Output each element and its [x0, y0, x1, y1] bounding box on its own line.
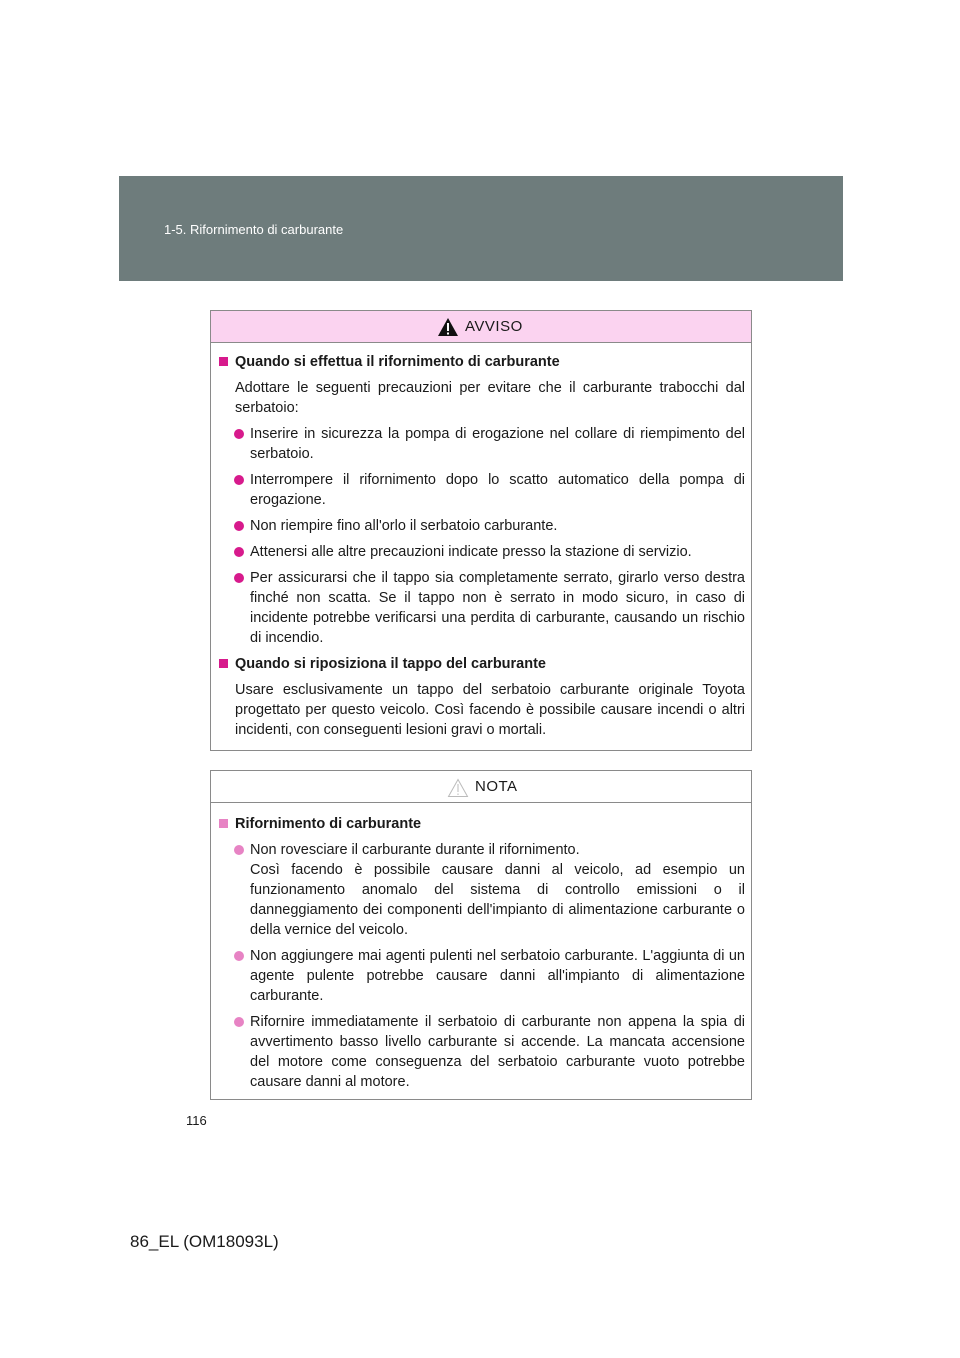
list-item: Per assicurarsi che il tappo sia completamente serrato, girarlo verso destra finché non scatta. Se il tappo non è serrato in modo sicuro, in caso di incidente potrebbe verificarsi una perdita di carburante, causando un rischio di incendio.	[217, 568, 745, 648]
circle-bullet-icon	[234, 951, 244, 961]
warning-box-title: AVVISO	[465, 318, 523, 335]
square-bullet-icon	[219, 659, 228, 668]
circle-bullet-icon	[234, 845, 244, 855]
square-bullet-icon	[219, 357, 228, 366]
note-box-body	[211, 803, 751, 1092]
circle-bullet-icon	[234, 475, 244, 485]
caution-triangle-outline-icon	[447, 778, 469, 798]
list-item: Non aggiungere mai agenti pulenti nel serbatoio carburante. L'aggiunta di un agente pulente potrebbe causare danni all'impianto di alimentazione carburante.	[217, 946, 745, 1006]
warning-box-body	[211, 343, 751, 740]
list-item: Interrompere il rifornimento dopo lo scatto automatico della pompa di erogazione.	[217, 470, 745, 510]
circle-bullet-icon	[234, 1017, 244, 1027]
note-box	[210, 770, 752, 1100]
square-bullet-icon	[219, 819, 228, 828]
list-item: Non riempire fino all'orlo il serbatoio carburante.	[217, 516, 745, 536]
page-number: 116	[186, 1113, 207, 1128]
paragraph: Adottare le seguenti precauzioni per evitare che il carburante trabocchi dal serbatoio:	[235, 380, 745, 416]
list-item: Attenersi alle altre precauzioni indicate presso la stazione di servizio.	[217, 542, 745, 562]
warning-box	[210, 310, 752, 751]
circle-bullet-icon	[234, 521, 244, 531]
list-item: Inserire in sicurezza la pompa di erogazione nel collare di riempimento del serbatoio.	[217, 424, 745, 464]
section-heading: Quando si effettua il rifornimento di carburante	[217, 352, 745, 372]
warning-box-header	[211, 311, 751, 343]
warning-triangle-icon	[437, 317, 459, 337]
document-id: 86_EL (OM18093L)	[130, 1232, 279, 1251]
circle-bullet-icon	[234, 429, 244, 439]
section-heading: Quando si riposiziona il tappo del carburante	[217, 654, 745, 674]
list-item: Non rovesciare il carburante durante il rifornimento. Così facendo è possibile causare danni al veicolo, ad esempio un funzionamento anomalo del sistema di controllo emissioni o il danneggiamento dei componenti dell'impianto di alimentazione carburante o della vernice del veicolo.	[217, 840, 745, 940]
section-heading: Rifornimento di carburante	[217, 814, 745, 834]
note-box-header	[211, 771, 751, 803]
paragraph: Usare esclusivamente un tappo del serbatoio carburante originale Toyota progettato per questo veicolo. Così facendo è possibile causare incendi o altri incidenti, con conseguenti lesioni gravi o mortali.	[235, 682, 745, 738]
circle-bullet-icon	[234, 547, 244, 557]
section-title: 1-5. Rifornimento di carburante	[164, 222, 344, 237]
note-box-title: NOTA	[475, 778, 518, 795]
list-item: Rifornire immediatamente il serbatoio di carburante non appena la spia di avvertimento basso livello carburante si accende. La mancata accensione del motore come conseguenza del serbatoio carburante vuoto potrebbe causare danni al motore.	[217, 1012, 745, 1092]
circle-bullet-icon	[234, 573, 244, 583]
